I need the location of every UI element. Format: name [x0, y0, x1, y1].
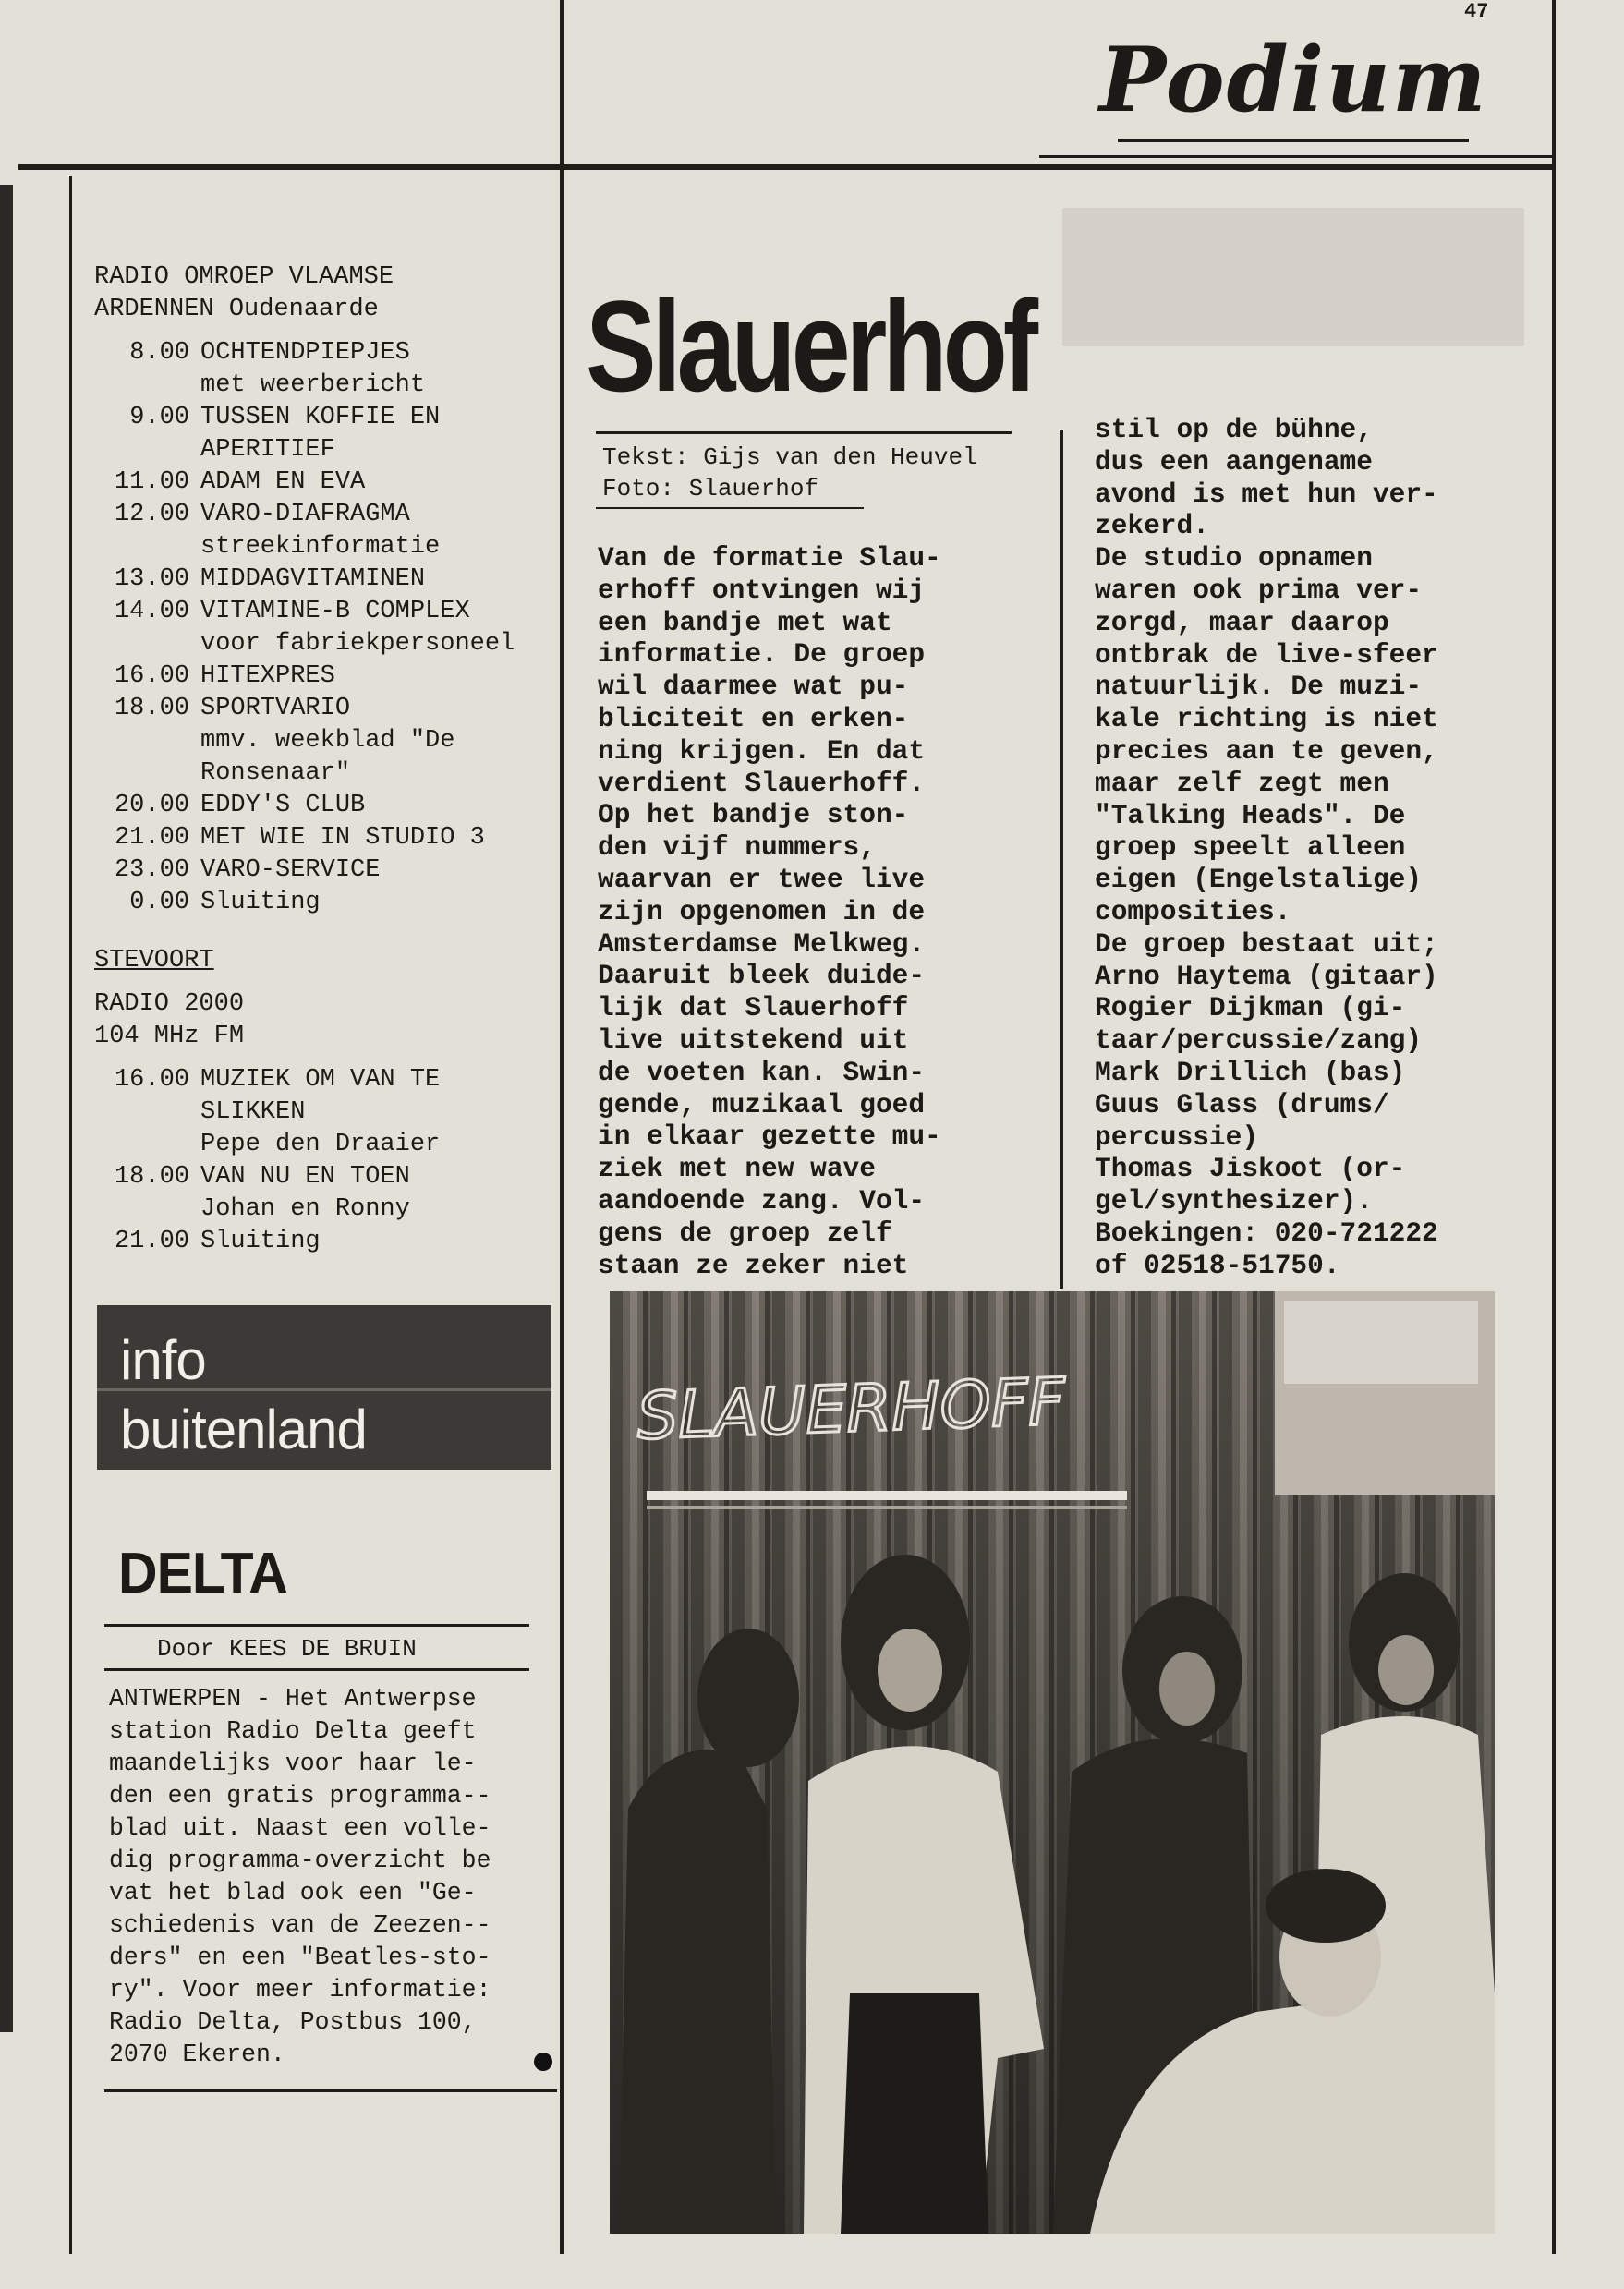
schedule-program: VARO-SERVICE [200, 856, 381, 884]
banner-line-1: info [120, 1329, 206, 1391]
podium-rule [1039, 155, 1552, 158]
schedule-time: 23.00 [114, 856, 189, 884]
schedule-program-detail: Ronsenaar" [200, 759, 351, 787]
schedule-row [92, 725, 515, 757]
article-line: een bandje met wat [598, 606, 892, 638]
article-line: ning krijgen. En dat [598, 734, 926, 767]
column-divider [560, 0, 564, 2254]
article-line: Boekingen: 020-721222 [1095, 1217, 1438, 1249]
schedule-program: VARO-DIAFRAGMA [200, 501, 410, 528]
schedule-row [92, 1129, 440, 1161]
schedule-program-detail: streekinformatie [200, 533, 441, 561]
delta-body-line: vat het blad ook een "Ge- [109, 1879, 477, 1907]
delta-headline: DELTA [118, 1542, 287, 1605]
delta-body-line: Radio Delta, Postbus 100, [109, 2008, 477, 2036]
delta-body-line: den een gratis programma-- [109, 1782, 491, 1810]
article-line: ontbrak de live-sfeer [1095, 638, 1438, 671]
article-line: de voeten kan. Swin- [598, 1056, 926, 1088]
section-underline [1118, 139, 1469, 142]
delta-body-line: ry". Voor meer informatie: [109, 1976, 491, 2004]
article-line: Daaruit bleek duide- [598, 960, 926, 992]
credits-rule-bottom [596, 507, 864, 509]
delta-body-line: schiedenis van de Zeezen-- [109, 1911, 491, 1939]
schedule-row [92, 790, 515, 822]
article-line: ziek met new wave [598, 1153, 876, 1185]
binding-edge [0, 185, 13, 2032]
schedule-time: 18.00 [114, 695, 189, 722]
article-line: kale richting is niet [1095, 703, 1438, 735]
delta-byline: Door KEES DE BRUIN [157, 1635, 417, 1663]
schedule-row [92, 402, 515, 434]
right-margin-rule [1552, 0, 1556, 2254]
schedule-time: 21.00 [114, 824, 189, 852]
schedule-program-detail: mmv. weekblad "De [200, 727, 455, 755]
article-line: informatie. De groep [598, 638, 926, 671]
article-line: precies aan te geven, [1095, 734, 1438, 767]
schedule-row [92, 337, 515, 369]
schedule-program: MUZIEK OM VAN TE [200, 1066, 441, 1094]
schedule-time: 0.00 [129, 889, 189, 916]
article-line: avond is met hun ver- [1095, 478, 1438, 510]
schedule-row [92, 499, 515, 531]
schedule-program: Sluiting [200, 1228, 321, 1255]
credits-rule-top [596, 431, 1012, 434]
article-line: waarvan er twee live [598, 863, 926, 895]
delta-body-line: ANTWERPEN - Het Antwerpse [109, 1685, 477, 1713]
schedule-time: 9.00 [129, 404, 189, 431]
article-line: Op het bandje ston- [598, 799, 909, 831]
schedule-row [92, 1161, 440, 1193]
schedule-program: VITAMINE-B COMPLEX [200, 598, 470, 625]
article-line: natuurlijk. De muzi- [1095, 671, 1423, 703]
article-line: gende, muzikaal goed [598, 1088, 926, 1120]
article-line: verdient Slauerhoff. [598, 767, 926, 799]
schedule-row [92, 1096, 440, 1129]
schedule-row [92, 660, 515, 693]
article-line: Arno Haytema (gitaar) [1095, 960, 1438, 992]
schedule-time: 8.00 [129, 339, 189, 367]
article-line: lijk dat Slauerhoff [598, 992, 909, 1024]
schedule-time: 16.00 [114, 662, 189, 690]
article-line: gel/synthesizer). [1095, 1185, 1373, 1217]
schedule-program: ADAM EN EVA [200, 468, 366, 496]
schedule-row [92, 1064, 440, 1096]
schedule-program-detail: voor fabriekpersoneel [200, 630, 515, 658]
schedule-time: 11.00 [114, 468, 189, 496]
schedule-time: 16.00 [114, 1066, 189, 1094]
schedule-row [92, 887, 515, 919]
neon-sign-text: SLAUERHOFF [636, 1363, 1067, 1455]
article-line: taar/percussie/zang) [1095, 1024, 1423, 1057]
ghost-block [1062, 208, 1524, 346]
schedule-program: SPORTVARIO [200, 695, 351, 722]
article-title: Slauerhof [586, 273, 1035, 418]
schedule-row [92, 757, 515, 790]
article-line: zekerd. [1095, 510, 1209, 542]
delta-rule-mid [104, 1668, 529, 1671]
delta-body-line: dig programma-overzicht be [109, 1847, 491, 1874]
top-rule [18, 164, 1552, 170]
schedule-program: HITEXPRES [200, 662, 335, 690]
info-buitenland-banner [97, 1305, 551, 1470]
article-line: stil op de bühne, [1095, 414, 1373, 445]
schedule-time: 20.00 [114, 792, 189, 819]
schedule-program-detail: Johan en Ronny [200, 1195, 410, 1223]
schedule-time: 13.00 [114, 565, 189, 593]
article-line: "Talking Heads". De [1095, 799, 1406, 831]
schedule-time: 12.00 [114, 501, 189, 528]
schedule-program: OCHTENDPIEPJES [200, 339, 410, 367]
schedule-program-detail: SLIKKEN [200, 1098, 306, 1126]
article-line: Guus Glass (drums/ [1095, 1088, 1389, 1120]
left-margin-rule [69, 176, 72, 2254]
article-line: percussie) [1095, 1120, 1259, 1153]
article-line: Rogier Dijkman (gi- [1095, 992, 1406, 1024]
article-line: Van de formatie Slau- [598, 542, 941, 574]
article-line: De groep bestaat uit; [1095, 927, 1438, 960]
band-photo-illustration [610, 1291, 1495, 2234]
station2-schedule [92, 945, 440, 1258]
delta-rule-top [104, 1624, 529, 1627]
schedule-row [92, 563, 515, 596]
article-column-2 [1095, 414, 1438, 1282]
article-column-1 [598, 542, 941, 1281]
station1-name-2: ARDENNEN Oudenaarde [94, 296, 379, 323]
article-line: zorgd, maar daarop [1095, 606, 1389, 638]
delta-rule-bottom [104, 2089, 557, 2092]
schedule-program: VAN NU EN TOEN [200, 1163, 410, 1191]
schedule-time: 14.00 [114, 598, 189, 625]
schedule-program: MET WIE IN STUDIO 3 [200, 824, 485, 852]
schedule-row [92, 1226, 440, 1258]
article-line: De studio opnamen [1095, 542, 1373, 575]
schedule-program: EDDY'S CLUB [200, 792, 366, 819]
article-line: eigen (Engelstalige) [1095, 864, 1423, 896]
article-line: in elkaar gezette mu- [598, 1120, 941, 1153]
article-line: aandoende zang. Vol- [598, 1184, 926, 1217]
schedule-row [92, 693, 515, 725]
article-line: waren ook prima ver- [1095, 574, 1423, 606]
section-title: Podium [1099, 28, 1488, 132]
schedule-time: 21.00 [114, 1228, 189, 1255]
schedule-row [92, 628, 515, 660]
schedule-program-detail: APERITIEF [200, 436, 335, 464]
station1-schedule [92, 261, 515, 919]
article-line: Mark Drillich (bas) [1095, 1056, 1406, 1088]
article-line: composities. [1095, 895, 1291, 927]
article-line: Amsterdamse Melkweg. [598, 927, 926, 960]
article-line: Thomas Jiskoot (or- [1095, 1153, 1406, 1185]
band-photo [610, 1291, 1495, 2234]
station2-location: STEVOORT [94, 947, 214, 975]
banner-line-2: buitenland [120, 1399, 367, 1460]
delta-body-line: blad uit. Naast een volle- [109, 1814, 491, 1842]
station2-name-1: RADIO 2000 [94, 990, 245, 1018]
station2-name-2: 104 MHz FM [94, 1023, 245, 1050]
article-line: dus een aangename [1095, 445, 1373, 478]
schedule-program-detail: Pepe den Draaier [200, 1131, 441, 1158]
schedule-row [92, 596, 515, 628]
article-line: erhoff ontvingen wij [598, 574, 926, 606]
schedule-row [92, 822, 515, 854]
delta-body-line: maandelijks voor haar le- [109, 1750, 477, 1777]
article-credits [602, 442, 977, 504]
credit-text: Tekst: Gijs van den Heuvel [602, 443, 977, 471]
article-line: zijn opgenomen in de [598, 895, 926, 927]
end-bullet [534, 2053, 552, 2071]
credit-photo: Foto: Slauerhof [602, 475, 819, 503]
article-line: live uitstekend uit [598, 1023, 909, 1056]
schedule-row [92, 531, 515, 563]
article-column-divider [1060, 430, 1063, 1289]
schedule-program-detail: met weerbericht [200, 371, 426, 399]
article-line: bliciteit en erken- [598, 702, 909, 734]
delta-body-line: station Radio Delta geeft [109, 1717, 477, 1745]
schedule-time: 18.00 [114, 1163, 189, 1191]
schedule-program: Sluiting [200, 889, 321, 916]
schedule-row [92, 854, 515, 887]
delta-body [109, 1683, 529, 2071]
article-line: maar zelf zegt men [1095, 767, 1389, 799]
schedule-program: TUSSEN KOFFIE EN [200, 404, 441, 431]
article-line: gens de groep zelf [598, 1217, 892, 1249]
schedule-row [92, 369, 515, 402]
schedule-program: MIDDAGVITAMINEN [200, 565, 426, 593]
article-line: staan ze zeker niet [598, 1249, 909, 1281]
schedule-row [92, 466, 515, 499]
article-line: of 02518-51750. [1095, 1249, 1340, 1281]
article-line: wil daarmee wat pu- [598, 671, 909, 703]
station1-name-1: RADIO OMROEP VLAAMSE [94, 263, 394, 291]
article-line: groep speelt alleen [1095, 831, 1406, 864]
schedule-row [92, 1193, 440, 1226]
delta-body-line: 2070 Ekeren. [109, 2041, 285, 2068]
schedule-row [92, 434, 515, 466]
article-line: den vijf nummers, [598, 831, 876, 864]
page-number: 47 [1464, 0, 1489, 23]
delta-body-line: ders" en een "Beatles-sto- [109, 1944, 491, 1971]
